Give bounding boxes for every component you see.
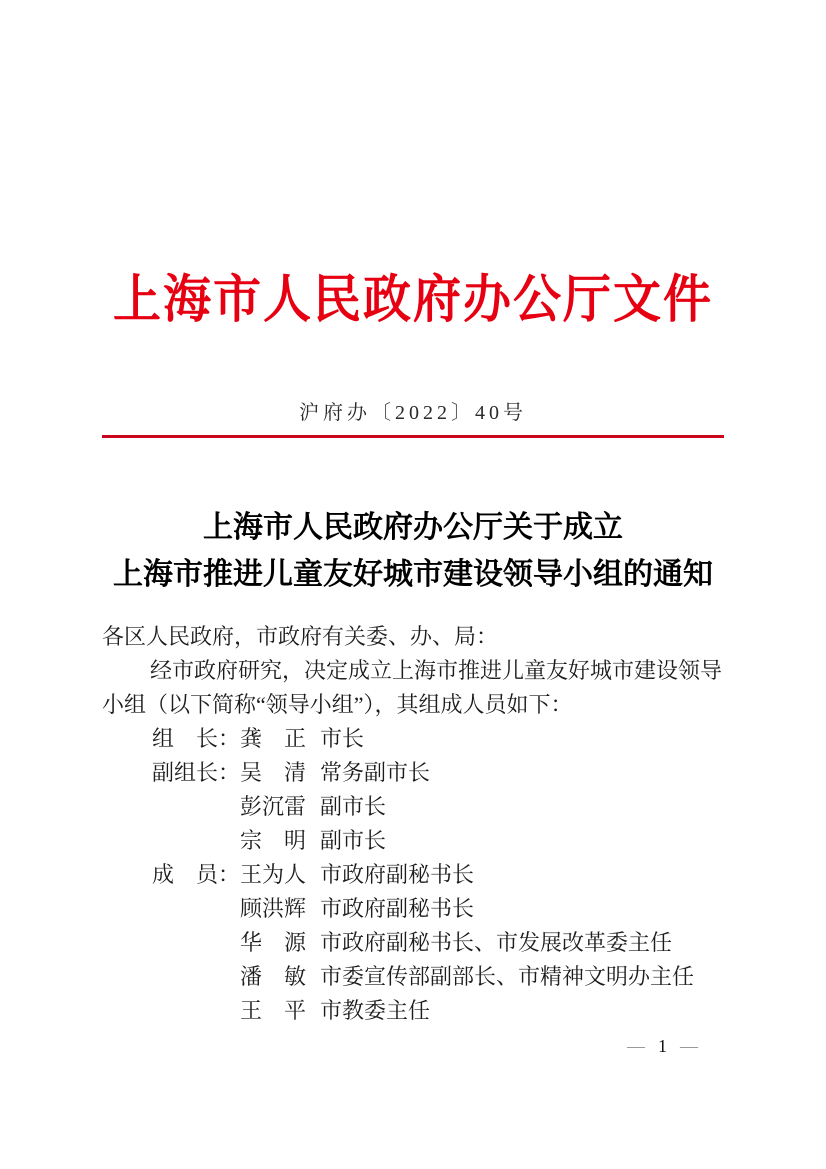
doc-number: 沪府办〔2022〕40号: [299, 402, 527, 424]
member-title: 常务副市长: [320, 760, 431, 785]
salutation: 各区人民政府，市政府有关委、办、局：: [102, 624, 499, 649]
member-title: 副市长: [320, 794, 387, 819]
page-number: [102, 1036, 698, 1057]
member-title: 市教委主任: [320, 998, 431, 1023]
member-row: [102, 824, 726, 858]
page-number-value: 1: [658, 1036, 667, 1056]
member-name: 宗 明: [240, 828, 307, 853]
member-row: [102, 756, 726, 790]
document-body: [102, 620, 726, 1028]
member-title: 市政府副秘书长、市发展改革委主任: [320, 930, 673, 955]
member-name: 顾洪辉: [240, 896, 307, 921]
member-row: [102, 994, 726, 1028]
member-row: [102, 892, 726, 926]
member-title: 市政府副秘书长: [320, 896, 475, 921]
member-name: 华 源: [240, 930, 307, 955]
member-name: 潘 敏: [240, 964, 307, 989]
masthead-title: 上海市人民政府办公厅文件: [112, 271, 713, 330]
member-row: [102, 960, 726, 994]
member-role: 成 员：: [152, 862, 241, 887]
page-number-left-dash: —: [627, 1036, 645, 1056]
paragraph-line: 经市政府研究，决定成立上海市推进儿童友好城市建设领导: [150, 658, 723, 683]
member-title: 副市长: [320, 828, 387, 853]
member-row: [102, 858, 726, 892]
member-row: [102, 722, 726, 756]
document-title: [0, 504, 826, 598]
member-name: 吴 清: [240, 760, 307, 785]
document-title-line2: 上海市推进儿童友好城市建设领导小组的通知: [113, 558, 713, 591]
member-name: 龚 正: [240, 726, 307, 751]
member-role: 副组长：: [152, 760, 241, 785]
document-title-line1: 上海市人民政府办公厅关于成立: [203, 511, 623, 544]
paragraph-line: 小组（以下简称“领导小组”），其组成人员如下：: [102, 692, 573, 717]
member-name: 彭沉雷: [240, 794, 307, 819]
member-role: 组 长：: [152, 726, 241, 751]
member-title: 市委宣传部副部长、市精神文明办主任: [320, 964, 695, 989]
member-name: 王 平: [240, 998, 307, 1023]
member-row: [102, 790, 726, 824]
member-title: 市长: [320, 726, 365, 751]
member-row: [102, 926, 726, 960]
member-name: 王为人: [240, 862, 307, 887]
red-divider-line: [102, 435, 724, 438]
member-title: 市政府副秘书长: [320, 862, 475, 887]
page-number-right-dash: —: [680, 1036, 698, 1056]
